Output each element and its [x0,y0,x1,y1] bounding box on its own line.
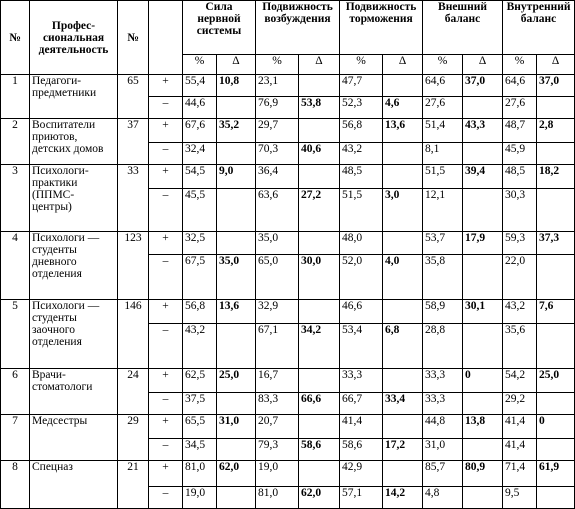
pct-cell: 43,2 [340,143,383,165]
pct-cell: 79,3 [256,439,299,461]
delta-cell [299,415,340,439]
header-pct: % [256,55,299,75]
header-sign [149,1,183,75]
pct-cell: 41,4 [503,415,537,439]
pct-cell: 32,5 [183,232,217,255]
header-activity: Профес- сиональная деятельность [30,1,118,75]
delta-cell [217,393,256,415]
delta-cell: 37,0 [537,75,575,97]
pct-cell: 35,8 [423,255,463,300]
pct-cell: 70,3 [256,143,299,165]
delta-cell: 17,2 [383,439,423,461]
plus-sign: + [149,461,183,487]
row-count: 29 [118,415,149,461]
table-row [1,75,575,97]
pct-cell: 30,3 [503,189,537,232]
row-activity: Психологи — студенты дневного отделения [30,232,118,300]
delta-cell [383,300,423,324]
pct-cell: 19,0 [183,487,217,509]
delta-cell [217,324,256,369]
delta-cell: 6,8 [383,324,423,369]
delta-cell [383,232,423,255]
table-row [1,369,575,393]
pct-cell: 42,9 [340,461,383,487]
minus-sign: – [149,324,183,369]
pct-cell: 53,7 [423,232,463,255]
pct-cell: 44,6 [183,97,217,119]
delta-cell [299,369,340,393]
row-count: 24 [118,369,149,415]
plus-sign: + [149,232,183,255]
pct-cell: 64,6 [503,75,537,97]
pct-cell: 20,7 [256,415,299,439]
delta-cell: 37,0 [463,75,503,97]
pct-cell: 59,3 [503,232,537,255]
delta-cell: 34,2 [299,324,340,369]
pct-cell: 8,1 [423,143,463,165]
delta-cell [463,393,503,415]
header-pct: % [423,55,463,75]
pct-cell: 23,1 [256,75,299,97]
delta-cell [537,439,575,461]
header-group-mobility-excitation: Подвижность возбуждения [256,1,340,55]
delta-cell: 13,6 [383,119,423,143]
pct-cell: 48,0 [340,232,383,255]
delta-cell: 9,0 [217,165,256,189]
delta-cell: 30,0 [299,255,340,300]
delta-cell: 39,4 [463,165,503,189]
pct-cell: 32,4 [183,143,217,165]
minus-sign: – [149,189,183,232]
pct-cell: 52,0 [340,255,383,300]
pct-cell: 58,6 [340,439,383,461]
row-count: 33 [118,165,149,232]
row-number: 2 [1,119,30,165]
row-count: 65 [118,75,149,119]
pct-cell: 85,7 [423,461,463,487]
pct-cell: 51,5 [340,189,383,232]
plus-sign: + [149,369,183,393]
delta-cell [383,369,423,393]
pct-cell: 54,2 [503,369,537,393]
pct-cell: 56,8 [340,119,383,143]
header-number: № [1,1,30,75]
pct-cell: 27,6 [503,97,537,119]
delta-cell [537,97,575,119]
pct-cell: 76,9 [256,97,299,119]
row-activity: Воспитатели приютов, детских домов [30,119,118,165]
header-pct: % [503,55,537,75]
minus-sign: – [149,487,183,509]
delta-cell: 0 [537,415,575,439]
pct-cell: 22,0 [503,255,537,300]
header-delta: Δ [383,55,423,75]
header-group-strength: Сила нервной системы [183,1,256,55]
pct-cell: 67,5 [183,255,217,300]
header-delta: Δ [463,55,503,75]
delta-cell [299,119,340,143]
row-number: 5 [1,300,30,369]
pct-cell: 43,2 [183,324,217,369]
minus-sign: – [149,393,183,415]
header-pct: % [183,55,217,75]
pct-cell: 16,7 [256,369,299,393]
delta-cell [217,189,256,232]
delta-cell [217,143,256,165]
pct-cell: 28,8 [423,324,463,369]
delta-cell: 13,6 [217,300,256,324]
pct-cell: 41,4 [503,439,537,461]
delta-cell: 61,9 [537,461,575,487]
row-count: 123 [118,232,149,300]
delta-cell [217,232,256,255]
pct-cell: 67,6 [183,119,217,143]
row-number: 4 [1,232,30,300]
delta-cell: 80,9 [463,461,503,487]
delta-cell [463,439,503,461]
table-row [1,119,575,143]
delta-cell [463,324,503,369]
delta-cell: 18,2 [537,165,575,189]
delta-cell [299,461,340,487]
delta-cell [383,75,423,97]
pct-cell: 64,6 [423,75,463,97]
plus-sign: + [149,300,183,324]
delta-cell [463,97,503,119]
delta-cell [537,255,575,300]
delta-cell [537,393,575,415]
delta-cell [299,165,340,189]
delta-cell: 0 [463,369,503,393]
delta-cell: 43,3 [463,119,503,143]
delta-cell: 27,2 [299,189,340,232]
delta-cell: 62,0 [299,487,340,509]
delta-cell: 53,8 [299,97,340,119]
minus-sign: – [149,97,183,119]
pct-cell: 51,5 [423,165,463,189]
delta-cell: 35,2 [217,119,256,143]
delta-cell [537,189,575,232]
delta-cell [537,143,575,165]
pct-cell: 45,5 [183,189,217,232]
header-delta: Δ [537,55,575,75]
pct-cell: 29,2 [503,393,537,415]
delta-cell [217,97,256,119]
pct-cell: 32,9 [256,300,299,324]
header-delta: Δ [217,55,256,75]
pct-cell: 4,8 [423,487,463,509]
delta-cell: 3,0 [383,189,423,232]
plus-sign: + [149,165,183,189]
header-pct: % [340,55,383,75]
plus-sign: + [149,415,183,439]
pct-cell: 33,3 [423,369,463,393]
pct-cell: 83,3 [256,393,299,415]
delta-cell: 4,0 [383,255,423,300]
header-group-mobility-inhibition: Подвижность торможения [340,1,423,55]
pct-cell: 55,4 [183,75,217,97]
plus-sign: + [149,119,183,143]
delta-cell: 14,2 [383,487,423,509]
minus-sign: – [149,143,183,165]
row-count: 37 [118,119,149,165]
row-activity: Спецназ [30,461,118,509]
pct-cell: 48,5 [503,165,537,189]
pct-cell: 54,5 [183,165,217,189]
row-number: 1 [1,75,30,119]
row-activity: Медсестры [30,415,118,461]
delta-cell [537,487,575,509]
delta-cell: 7,6 [537,300,575,324]
pct-cell: 48,7 [503,119,537,143]
header-delta: Δ [299,55,340,75]
row-number: 8 [1,461,30,509]
delta-cell [463,143,503,165]
delta-cell [463,255,503,300]
delta-cell: 62,0 [217,461,256,487]
pct-cell: 35,0 [256,232,299,255]
header-group-external-balance: Внешний баланс [423,1,503,55]
delta-cell [383,165,423,189]
pct-cell: 36,4 [256,165,299,189]
delta-cell [299,232,340,255]
row-count: 21 [118,461,149,509]
delta-cell: 37,3 [537,232,575,255]
pct-cell: 66,7 [340,393,383,415]
pct-cell: 12,1 [423,189,463,232]
table-row [1,300,575,324]
pct-cell: 53,4 [340,324,383,369]
pct-cell: 9,5 [503,487,537,509]
pct-cell: 57,1 [340,487,383,509]
delta-cell [383,143,423,165]
delta-cell: 40,6 [299,143,340,165]
pct-cell: 71,4 [503,461,537,487]
minus-sign: – [149,439,183,461]
pct-cell: 48,5 [340,165,383,189]
delta-cell [217,487,256,509]
delta-cell: 17,9 [463,232,503,255]
pct-cell: 67,1 [256,324,299,369]
delta-cell: 33,4 [383,393,423,415]
delta-cell: 58,6 [299,439,340,461]
pct-cell: 56,8 [183,300,217,324]
pct-cell: 34,5 [183,439,217,461]
delta-cell: 31,0 [217,415,256,439]
pct-cell: 46,6 [340,300,383,324]
pct-cell: 81,0 [183,461,217,487]
row-count: 146 [118,300,149,369]
row-activity: Врачи- стоматологи [30,369,118,415]
delta-cell: 66,6 [299,393,340,415]
plus-sign: + [149,75,183,97]
pct-cell: 51,4 [423,119,463,143]
pct-cell: 81,0 [256,487,299,509]
pct-cell: 62,5 [183,369,217,393]
pct-cell: 31,0 [423,439,463,461]
table-row [1,415,575,439]
delta-cell: 35,0 [217,255,256,300]
pct-cell: 65,0 [256,255,299,300]
row-number: 7 [1,415,30,461]
pct-cell: 19,0 [256,461,299,487]
delta-cell [537,324,575,369]
row-number: 3 [1,165,30,232]
minus-sign: – [149,255,183,300]
pct-cell: 37,5 [183,393,217,415]
delta-cell [463,487,503,509]
header-count: № [118,1,149,75]
pct-cell: 44,8 [423,415,463,439]
row-number: 6 [1,369,30,415]
pct-cell: 63,6 [256,189,299,232]
table-row [1,232,575,255]
delta-cell: 2,8 [537,119,575,143]
delta-cell: 10,8 [217,75,256,97]
row-activity: Психологи — студенты заочного отделения [30,300,118,369]
pct-cell: 52,3 [340,97,383,119]
pct-cell: 47,7 [340,75,383,97]
delta-cell: 4,6 [383,97,423,119]
delta-cell [463,189,503,232]
pct-cell: 27,6 [423,97,463,119]
row-activity: Педагоги- предметники [30,75,118,119]
delta-cell: 25,0 [217,369,256,393]
delta-cell: 30,1 [463,300,503,324]
delta-cell [383,415,423,439]
pct-cell: 58,9 [423,300,463,324]
delta-cell [299,75,340,97]
delta-cell [299,300,340,324]
delta-cell: 25,0 [537,369,575,393]
pct-cell: 33,3 [340,369,383,393]
pct-cell: 41,4 [340,415,383,439]
pct-cell: 65,5 [183,415,217,439]
pct-cell: 33,3 [423,393,463,415]
table-row [1,461,575,487]
delta-cell: 13,8 [463,415,503,439]
table-row [1,165,575,189]
pct-cell: 43,2 [503,300,537,324]
pct-cell: 35,6 [503,324,537,369]
delta-cell [383,461,423,487]
pct-cell: 29,7 [256,119,299,143]
pct-cell: 45,9 [503,143,537,165]
row-activity: Психологи- практики (ППМС- центры) [30,165,118,232]
header-group-internal-balance: Внутренний баланс [503,1,575,55]
delta-cell [217,439,256,461]
